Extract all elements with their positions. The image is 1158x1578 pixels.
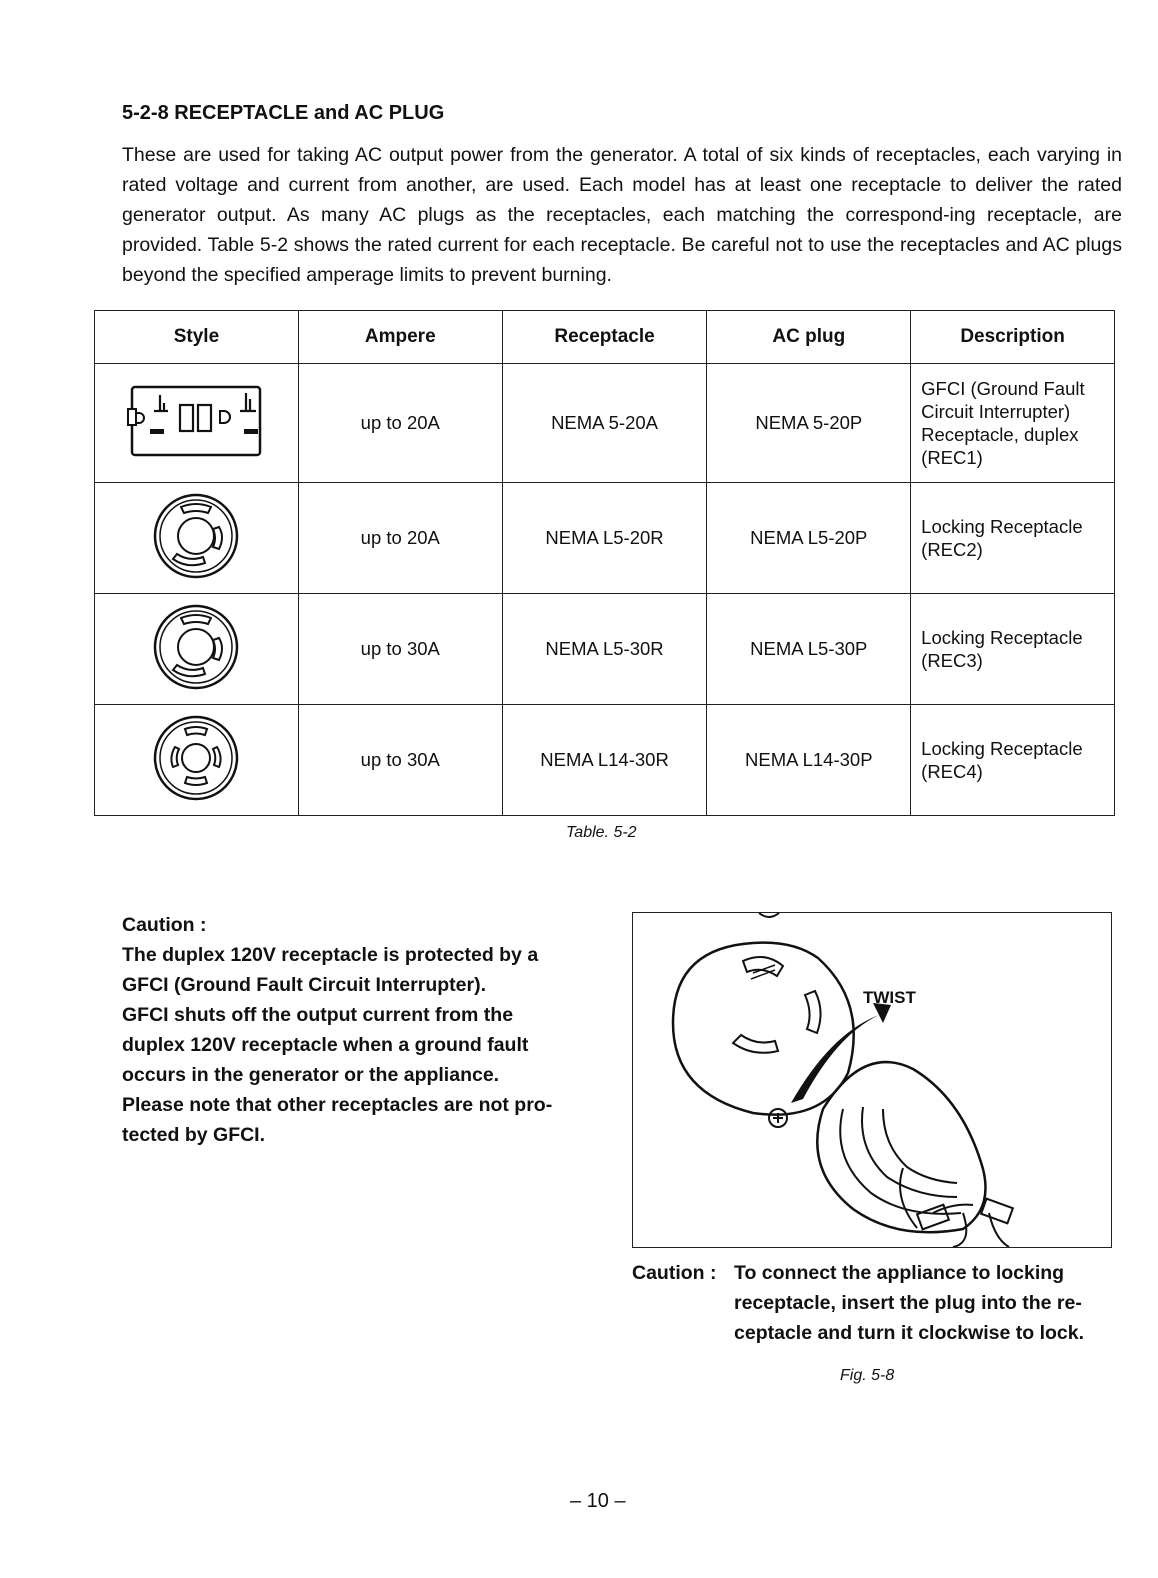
description-line: (REC4) — [921, 761, 983, 782]
ampere-cell: up to 20A — [298, 364, 502, 483]
receptacle-cell: NEMA L5-20R — [502, 483, 707, 594]
figure-caption-lead: Caution : — [632, 1262, 717, 1284]
receptacle-cell: NEMA 5-20A — [502, 364, 707, 483]
ampere-cell: up to 30A — [298, 705, 502, 816]
header-description: Description — [911, 311, 1115, 364]
header-receptacle: Receptacle — [502, 311, 707, 364]
section-title: 5-2-8 RECEPTACLE and AC PLUG — [122, 102, 445, 124]
description-cell — [911, 364, 1115, 483]
description-line: Locking Receptacle — [921, 738, 1083, 759]
table-row — [95, 594, 1115, 705]
ampere-cell: up to 30A — [298, 594, 502, 705]
description-line: (REC3) — [921, 650, 983, 671]
plug-twist-figure — [632, 912, 1112, 1248]
intro-paragraph: These are used for taking AC output power from the generator. A total of six kinds of receptacles, each varying in rated voltage and current from another, are used. Each model has at least one receptacle to deliver the rated generator output. As many AC plugs as the receptacles, each matching the correspond-ing receptacle, are provided. Table 5-2 shows the rated current for each receptacle. Be careful not to use the receptacles and AC plugs beyond the specified amperage limits to prevent burning. — [122, 144, 1122, 286]
description-cell — [911, 594, 1115, 705]
description-line: Locking Receptacle — [921, 627, 1083, 648]
receptacle-table — [94, 310, 1115, 816]
style-cell — [95, 483, 299, 594]
figure-label: Fig. 5-8 — [840, 1367, 895, 1384]
receptacle-cell: NEMA L14-30R — [502, 705, 707, 816]
ampere-cell: up to 20A — [298, 483, 502, 594]
plug-cell: NEMA L14-30P — [707, 705, 911, 816]
table-row — [95, 483, 1115, 594]
receptacle-cell: NEMA L5-30R — [502, 594, 707, 705]
caution-line: duplex 120V receptacle when a ground fault — [122, 1034, 529, 1056]
description-line: Circuit Interrupter) — [921, 401, 1071, 422]
plug-twist-illustration — [633, 913, 1111, 1247]
twist-label: TWIST — [863, 988, 916, 1007]
figure-caption-line: ceptacle and turn it clockwise to lock. — [734, 1322, 1085, 1344]
table-row — [95, 705, 1115, 816]
table-header-row — [95, 311, 1115, 364]
description-line: Locking Receptacle — [921, 516, 1083, 537]
plug-cell: NEMA L5-20P — [707, 483, 911, 594]
description-line: GFCI (Ground Fault — [921, 378, 1085, 399]
locking-receptacle-icon — [151, 491, 241, 581]
style-cell — [95, 364, 299, 483]
plug-cell: NEMA 5-20P — [707, 364, 911, 483]
table-row — [95, 364, 1115, 483]
description-line: Receptacle, duplex — [921, 424, 1079, 445]
description-line: (REC1) — [921, 447, 983, 468]
header-ac-plug: AC plug — [707, 311, 911, 364]
figure-caption-line: receptacle, insert the plug into the re- — [734, 1292, 1082, 1314]
caution-line: The duplex 120V receptacle is protected by a — [122, 944, 539, 966]
description-cell — [911, 705, 1115, 816]
page-number: – 10 – — [570, 1490, 626, 1512]
caution-line: occurs in the generator or the appliance. — [122, 1064, 500, 1086]
plug-cell: NEMA L5-30P — [707, 594, 911, 705]
header-style: Style — [95, 311, 299, 364]
header-ampere: Ampere — [298, 311, 502, 364]
four-pole-locking-receptacle-icon — [151, 713, 241, 803]
caution-line: GFCI (Ground Fault Circuit Interrupter). — [122, 974, 486, 996]
caution-line: GFCI shuts off the output current from the — [122, 1004, 514, 1026]
style-cell — [95, 594, 299, 705]
caution-note — [122, 910, 598, 1150]
figure-caption-line: To connect the appliance to locking — [734, 1262, 1065, 1284]
caution-heading: Caution : — [122, 914, 207, 936]
figure-caption-body — [734, 1258, 1119, 1348]
style-cell — [95, 705, 299, 816]
table-caption: Table. 5-2 — [566, 824, 637, 841]
caution-line: tected by GFCI. — [122, 1124, 266, 1146]
locking-receptacle-icon — [151, 602, 241, 692]
description-cell — [911, 483, 1115, 594]
description-line: (REC2) — [921, 539, 983, 560]
duplex-receptacle-icon — [124, 379, 268, 463]
caution-line: Please note that other receptacles are not pro- — [122, 1094, 553, 1116]
